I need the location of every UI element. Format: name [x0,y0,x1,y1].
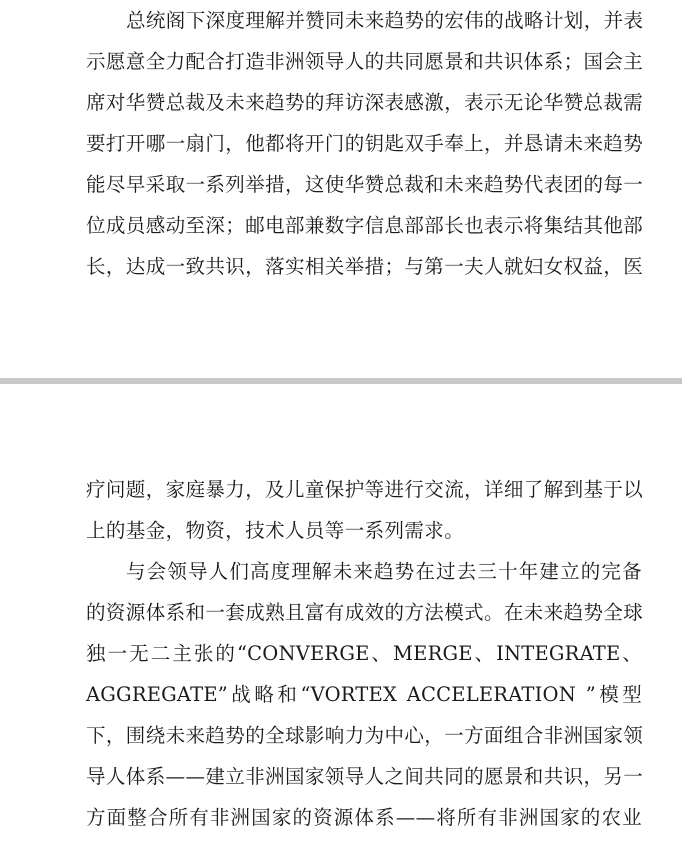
text-line: 独一无二主张的“CONVERGE、MERGE、INTEGRATE、 [86,642,642,665]
text-line: 要打开哪一扇门，他都将开门的钥匙双手奉上，并恳请未来趋势 [86,132,644,155]
paragraph-body [86,469,642,838]
text-line: AGGREGATE”战略和“VORTEX ACCELERATION ”模型 [86,683,642,706]
text-line: 与会领导人们高度理解未来趋势在过去三十年建立的完备 [126,560,642,583]
text-line: 上的基金，物资，技术人员等一系列需求。 [86,519,465,542]
text-line: 长，达成一致共识，落实相关举措；与第一夫人就妇女权益，医 [86,255,644,278]
text-line: 示愿意全力配合打造非洲领导人的共同愿景和共识体系；国会主 [86,50,644,73]
text-line: 位成员感动至深；邮电部兼数字信息部部长也表示将集结其他部 [86,214,644,237]
text-line: 席对华赞总裁及未来趋势的拜访深表感激，表示无论华赞总裁需 [86,91,644,114]
text-line: 的资源体系和一套成熟且富有成效的方法模式。在未来趋势全球 [86,601,644,624]
text-line: 导人体系——建立非洲国家领导人之间共同的愿景和共识，另一 [86,765,644,788]
text-line: 方面整合所有非洲国家的资源体系——将所有非洲国家的农业 [86,806,642,829]
document-page-bottom [0,384,682,854]
document-page-top [0,0,682,378]
text-line: 下，围绕未来趋势的全球影响力为中心，一方面组合非洲国家领 [86,724,644,747]
text-line: 疗问题，家庭暴力，及儿童保护等进行交流，详细了解到基于以 [86,478,644,501]
text-line: 总统阁下深度理解并赞同未来趋势的宏伟的战略计划，并表 [126,9,644,32]
text-line: 能尽早采取一系列举措，这使华赞总裁和未来趋势代表团的每一 [86,173,644,196]
paragraph-continued [86,0,642,287]
